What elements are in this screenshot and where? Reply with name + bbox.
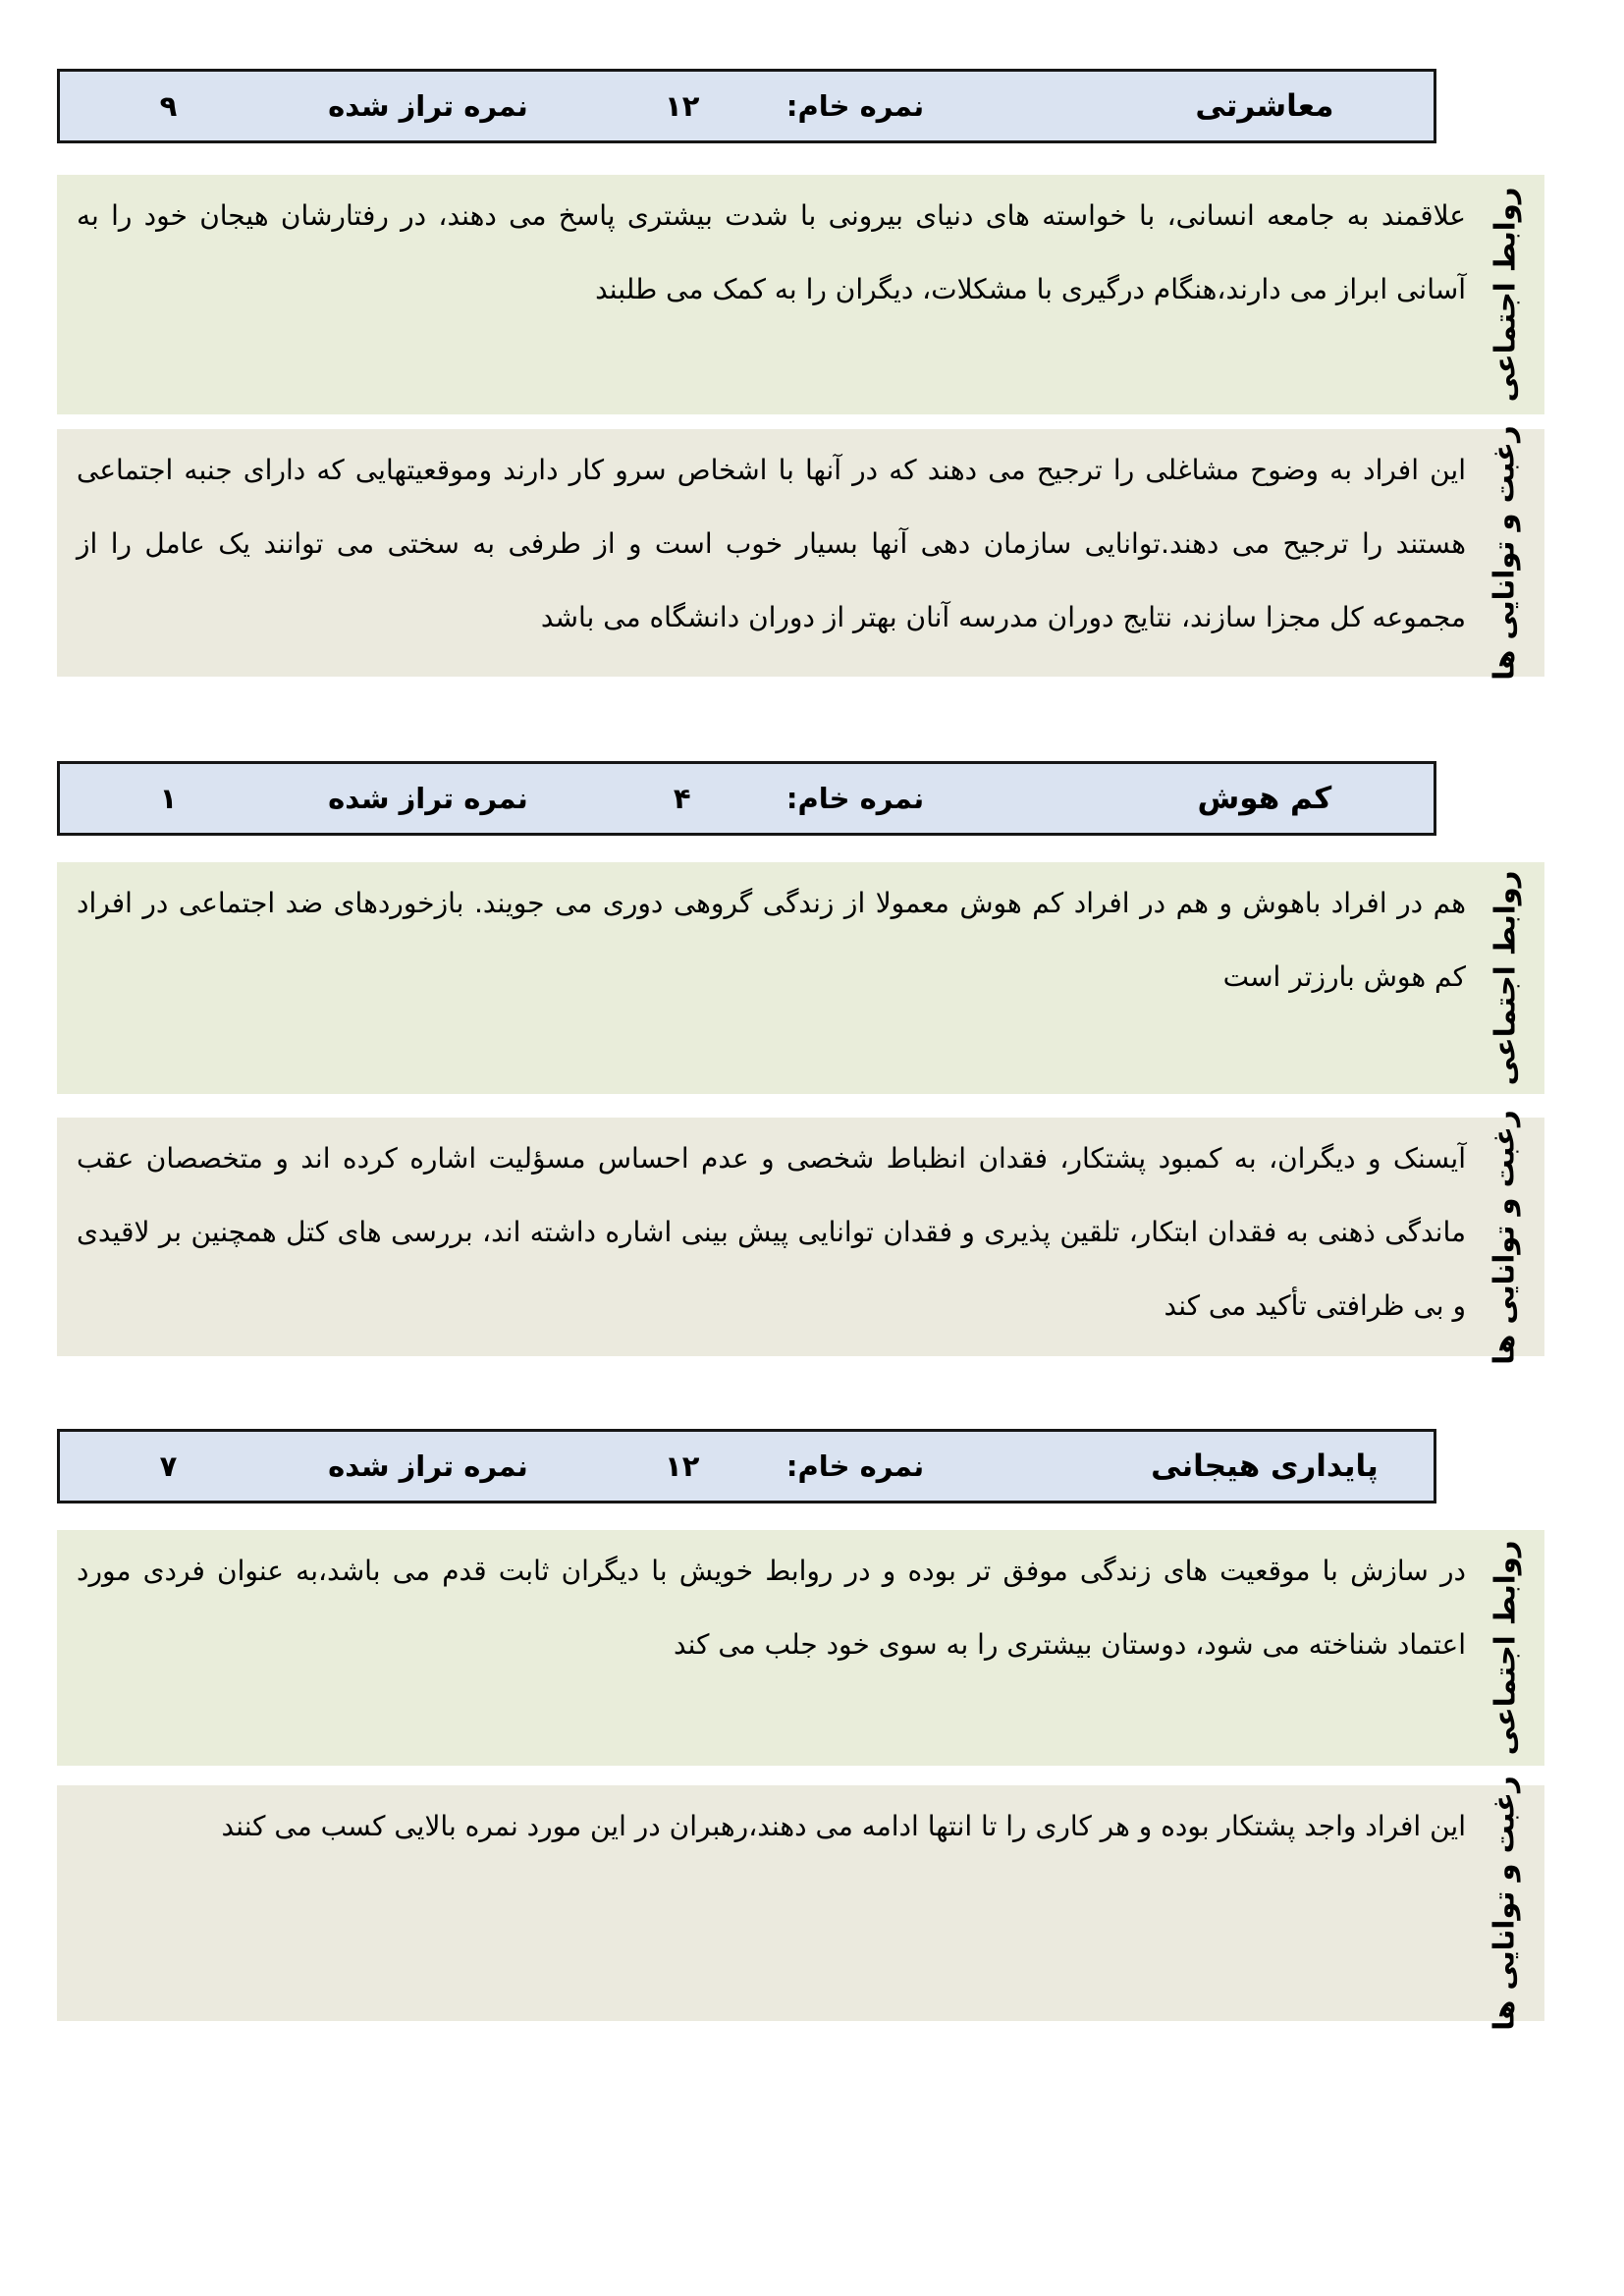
score-header-2 xyxy=(57,761,1436,836)
side-label-text: روابط اجتماعی xyxy=(1487,1540,1521,1756)
raw-score-value: ۱۲ xyxy=(665,89,700,123)
description-text: علاقمند به جامعه انسانی، با خواسته های دنیای بیرونی با شدت بیشتری پاسخ می دهند، در رفتارشان هیجان خود را به آسانی ابراز می دارند،هنگام درگیری با مشکلات، دیگران را به کمک می طلبند xyxy=(77,199,1466,305)
side-label-text: رغبت و توانایی ها xyxy=(1488,1109,1521,1365)
scaled-score-value: ۷ xyxy=(159,1449,178,1483)
raw-score-value: ۱۲ xyxy=(665,1449,700,1483)
raw-score-label: نمره خام: xyxy=(785,782,925,815)
score-header-3 xyxy=(57,1429,1436,1503)
scaled-score-label: نمره تراز شده xyxy=(328,89,528,123)
description-block-interests-abilities xyxy=(57,425,1544,681)
raw-score-label: نمره خام: xyxy=(785,1449,925,1483)
description-block-social-relations xyxy=(57,1530,1544,1766)
score-header-1 xyxy=(57,69,1436,143)
raw-score-value: ۴ xyxy=(673,782,691,815)
side-label-text: روابط اجتماعی xyxy=(1487,870,1521,1086)
trait-title: معاشرتی xyxy=(1195,88,1334,124)
raw-score-label: نمره خام: xyxy=(785,89,925,123)
description-text: هم در افراد باهوش و هم در افراد کم هوش معمولا از زندگی گروهی دوری می جویند. بازخوردهای ضد اجتماعی در افراد کم هوش بارزتر است xyxy=(77,887,1466,993)
description-text: آیسنک و دیگران، به کمبود پشتکار، فقدان انظباط شخصی و عدم احساس مسؤلیت اشاره کرده اند و متخصصان عقب ماندگی ذهنی به فقدان ابتکار، تلقین پذیری و فقدان توانایی پیش بینی اشاره داشته اند، بررسی های کتل همچنین بر لاقیدی و بی ظرافتی تأکید می کند xyxy=(77,1142,1466,1322)
side-label-text: رغبت و توانایی ها xyxy=(1488,1776,1521,2031)
description-block-social-relations xyxy=(57,862,1544,1094)
description-text: این افراد به وضوح مشاغلی را ترجیح می دهند که در آنها با اشخاص سرو کار دارند وموقعیتهایی که دارای جنبه اجتماعی هستند را ترجیح می دهند.توانایی سازمان دهی آنها بسیار خوب است و از طرفی به سختی می توانند یک عامل را از مجموعه کل مجزا سازند، نتایج دوران مدرسه آنان بهتر از دوران دانشگاه می باشد xyxy=(77,454,1466,633)
scaled-score-label: نمره تراز شده xyxy=(328,782,528,815)
scaled-score-value: ۱ xyxy=(159,782,178,815)
trait-title: پایداری هیجانی xyxy=(1151,1449,1379,1484)
side-label-text: رغبت و توانایی ها xyxy=(1488,425,1521,681)
description-block-interests-abilities xyxy=(57,1109,1544,1365)
description-block-social-relations xyxy=(57,175,1544,414)
description-text: در سازش با موقعیت های زندگی موفق تر بوده و در روابط خویش با دیگران ثابت قدم می باشد،به عنوان فردی مورد اعتماد شناخته می شود، دوستان بیشتری را به سوی خود جلب می کند xyxy=(77,1555,1466,1661)
side-label-text: روابط اجتماعی xyxy=(1487,187,1521,403)
scaled-score-label: نمره تراز شده xyxy=(328,1449,528,1483)
description-text: این افراد واجد پشتکار بوده و هر کاری را تا انتها ادامه می دهند،رهبران در این مورد نمره بالایی کسب می کنند xyxy=(221,1810,1466,1842)
trait-title: کم هوش xyxy=(1197,781,1332,816)
scaled-score-value: ۹ xyxy=(159,89,178,123)
description-block-interests-abilities xyxy=(57,1776,1544,2031)
